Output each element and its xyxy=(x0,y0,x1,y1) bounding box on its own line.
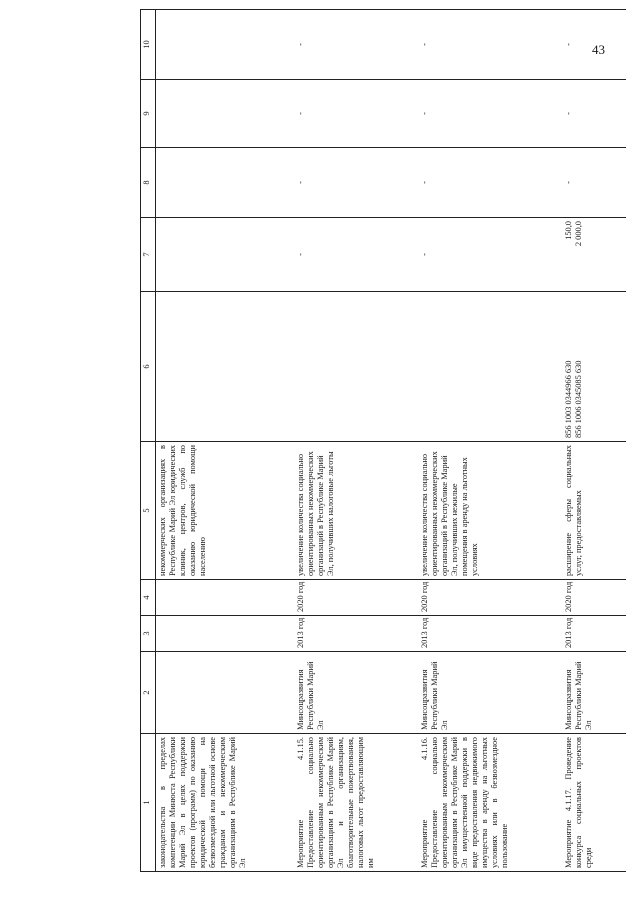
value-cell-10: - xyxy=(418,10,562,80)
value-cell-10 xyxy=(156,10,295,80)
value-cell-8 xyxy=(156,148,295,218)
value-cell-9 xyxy=(156,80,295,148)
executor-cell xyxy=(156,652,295,734)
table-row xyxy=(156,10,295,872)
value-cell-8: - xyxy=(418,148,562,218)
value-cell-9: - xyxy=(294,80,418,148)
budget-code-2: 856 1006 0345085 630 xyxy=(574,360,583,438)
table-row xyxy=(294,10,418,872)
col-header-3: 3 xyxy=(141,616,156,652)
start-year-cell: 2013 год xyxy=(418,616,562,652)
result-cell: увеличение количества социально ориентированных некоммерческих организаций в Республике Марий Эл, получивших нежилые помещения в аренду на льготных условиях xyxy=(418,442,562,580)
budget-code-cell xyxy=(156,292,295,442)
end-year-cell: 2020 год xyxy=(418,580,562,616)
value-cell-7 xyxy=(156,218,295,292)
result-cell: увеличение количества социально ориентированных некоммерческих организаций в Республике Марий Эл, получивших налоговые льготы xyxy=(294,442,418,580)
amount-2: 2 000,0 xyxy=(574,221,583,247)
end-year-cell xyxy=(156,580,295,616)
program-table xyxy=(140,9,626,872)
value-cell-7 xyxy=(562,218,626,292)
activity-cell: Мероприятие 4.1.16. Предоставление социально ориентированным некоммерческим организациям в Республике Марий Эл имущественной поддержки в виде предоставления недвижимого имущества в аренду на льготных условиях или в безвозмездное пользование xyxy=(418,734,562,872)
col-header-7: 7 xyxy=(141,218,156,292)
table-row xyxy=(418,10,562,872)
value-cell-10: - xyxy=(294,10,418,80)
col-header-10: 10 xyxy=(141,10,156,80)
end-year-cell: 2020 год xyxy=(562,580,626,616)
value-cell-8: - xyxy=(294,148,418,218)
activity-cell: законодательства в пределах компетенции Минюста Республики Марий Эл в целях поддержки проектов (программ) по оказанию юридической помощи на безвозмездной или льготной основе гражданам и некоммерческим организациям в Республике Марий Эл xyxy=(156,734,295,872)
executor-cell: Минсоцразвития Республики Марий Эл xyxy=(294,652,418,734)
value-cell-9: - xyxy=(562,80,626,148)
result-cell: расширение сферы социальных услуг, предоставляемых xyxy=(562,442,626,580)
activity-cell xyxy=(294,734,418,872)
col-header-1: 1 xyxy=(141,734,156,872)
col-header-5: 5 xyxy=(141,442,156,580)
activity-text-extra: предоставляющим им xyxy=(356,737,375,868)
rotated-table-container xyxy=(140,10,640,872)
table-row xyxy=(562,10,626,872)
executor-cell: Минсоцразвития Республики Марий Эл xyxy=(562,652,626,734)
col-header-2: 2 xyxy=(141,652,156,734)
result-cell: некоммерческих организациях в Республике Марий Эл юридических клиник, центров, служб по оказанию юридической помощи населению xyxy=(156,442,295,580)
start-year-cell xyxy=(156,616,295,652)
col-header-9: 9 xyxy=(141,80,156,148)
value-cell-10: - xyxy=(562,10,626,80)
column-number-header xyxy=(141,10,156,872)
col-header-6: 6 xyxy=(141,292,156,442)
executor-cell: Минсоцразвития Республики Марий Эл xyxy=(418,652,562,734)
budget-code-cell xyxy=(562,292,626,442)
value-cell-9: - xyxy=(418,80,562,148)
value-cell-8: - xyxy=(562,148,626,218)
value-cell-7: - xyxy=(418,218,562,292)
page-number: 43 xyxy=(592,42,605,57)
activity-text: Мероприятие 4.1.15. Предоставление социально ориентированным некоммерческим организациям в Республике Марий Эл и организациям, благотворительные пожертвования, налоговых льгот xyxy=(296,737,365,868)
col-header-4: 4 xyxy=(141,580,156,616)
budget-code-cell xyxy=(418,292,562,442)
budget-code-1: 856 1003 0344966 630 xyxy=(564,360,573,438)
start-year-cell: 2013 год xyxy=(294,616,418,652)
budget-code-cell xyxy=(294,292,418,442)
value-cell-7: - xyxy=(294,218,418,292)
end-year-cell: 2020 год xyxy=(294,580,418,616)
activity-cell: Мероприятие 4.1.17. Проведение конкурса социальных проектов среди xyxy=(562,734,626,872)
col-header-8: 8 xyxy=(141,148,156,218)
start-year-cell: 2013 год xyxy=(562,616,626,652)
amount-1: 150,0 xyxy=(564,221,573,240)
